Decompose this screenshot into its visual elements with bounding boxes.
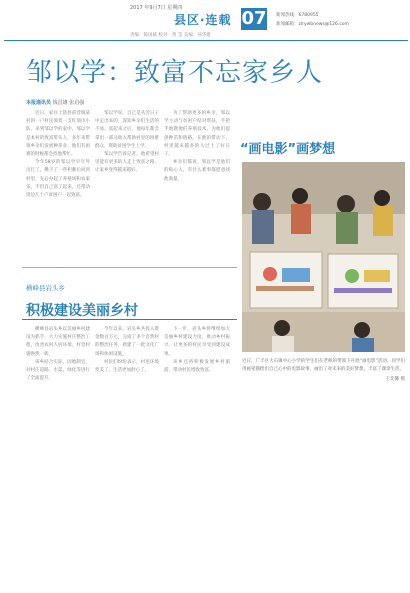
paragraph: 乡亲们都说，邹以学是他们的贴心人，有什么难事都愿意找他商量。 xyxy=(164,160,230,182)
news-hotline: 新闻热线：6780955 xyxy=(276,13,319,18)
caption-text: 近日，广丰区大石镇中心小学的学生们在老师的带领下开展“画电影”活动，同学们用画笔描绘出自己心中的电影故事，画出了对未来的美好梦想，丰富了课余生活。 xyxy=(242,359,405,372)
feature-photo xyxy=(242,162,405,352)
news-email: 新闻邮箱：zlrywbnews@126.com xyxy=(276,22,349,27)
paragraph: 该乡还将积极发展乡村旅游，带动村民增收致富。 xyxy=(164,359,230,374)
article-column-3 xyxy=(164,110,230,260)
header-rule xyxy=(4,40,408,41)
byline-names: 钱昌雄 张启强 xyxy=(52,100,85,106)
lower-column-3 xyxy=(164,326,230,444)
staff-credits: 责编：陈国斌 校对：黄 莹 美编：孙华建 xyxy=(130,33,211,38)
lower-headline: 积极建设美丽乡村 xyxy=(26,303,138,319)
byline-prefix: 本报通讯员 xyxy=(26,100,52,106)
paragraph: 今年以来，岩头乡共投入资金数百万元，完成了多个自然村的整治任务，新建了一批文化广场和休闲设施。 xyxy=(95,327,159,357)
article-column-2 xyxy=(95,110,159,260)
section-title: 县区·连载 xyxy=(174,13,232,27)
newspaper-page xyxy=(4,2,408,591)
classroom-photo xyxy=(242,162,405,352)
page-header xyxy=(4,2,408,40)
photo-feature-title: “画电影”画梦想 xyxy=(240,142,336,157)
paragraph: 邹以学说，自己是从苦日子中走出来的，深知乡亲们生活的不易。富起来之后，他每年都会拿出一部分收入帮助村里的困难群众，资助贫困学生上学。 xyxy=(95,111,159,149)
photo-credit: 王奕馨 摄 xyxy=(385,377,405,382)
page-number: 07 xyxy=(241,8,267,29)
main-headline: 邹以学：致富不忘家乡人 xyxy=(26,58,324,88)
lower-headline-rule xyxy=(22,319,237,320)
paragraph: 今年58岁的邹以学早年外出打工，攒下了一些积蓄后回到村里，先后办起了养殖场和农家乐，不但自己富了起来，还带动周边几十户贫困户一起致富。 xyxy=(26,160,90,199)
paragraph: 邹以学告诉记者，他希望村里能有更多的人走上致富之路，让家乡变得越来越好。 xyxy=(95,152,159,174)
paragraph: 横峰县岩头乡以美丽乡村建设为抓手，大力实施村庄整治工程，改善农村人居环境，村容村貌焕然一新。 xyxy=(26,327,90,357)
paragraph: 村民们纷纷表示，村里环境变美了，生活更加舒心了。 xyxy=(95,359,159,374)
paragraph: 下一步，岩头乡将继续加大美丽乡村建设力度，推动乡村振兴，让更多的村民享受到建设成果。 xyxy=(164,327,230,357)
issue-date: 2017 年9月7日 星期四 xyxy=(130,5,183,11)
lower-column-2 xyxy=(95,326,159,444)
byline xyxy=(26,99,84,106)
lower-kicker: 横峰县岩头乡 xyxy=(26,284,65,292)
article-column-1 xyxy=(26,110,90,260)
section-divider xyxy=(22,267,237,268)
photo-caption xyxy=(242,358,405,384)
paragraph: 为了帮助更多的乡亲，邹以学主动与贫困户结对帮扶，手把手地教他们养殖技术，为他们提供种苗和销路。在他的带动下，村里越来越多的人过上了好日子。 xyxy=(164,111,230,158)
paragraph: 近日，家住上饶县前营镇某村的一户村民领着一支红领巾小队，来到邹以学的家中。邹以学是本村的致富带头人，多年来带领乡亲们发展种养业，他们有困难的时候都会找他帮忙。 xyxy=(26,111,90,158)
paragraph: 该乡结合实际，因地制宜，对村庄道路、水渠、绿化等进行了全面提升。 xyxy=(26,359,90,382)
lower-column-1 xyxy=(26,326,90,444)
